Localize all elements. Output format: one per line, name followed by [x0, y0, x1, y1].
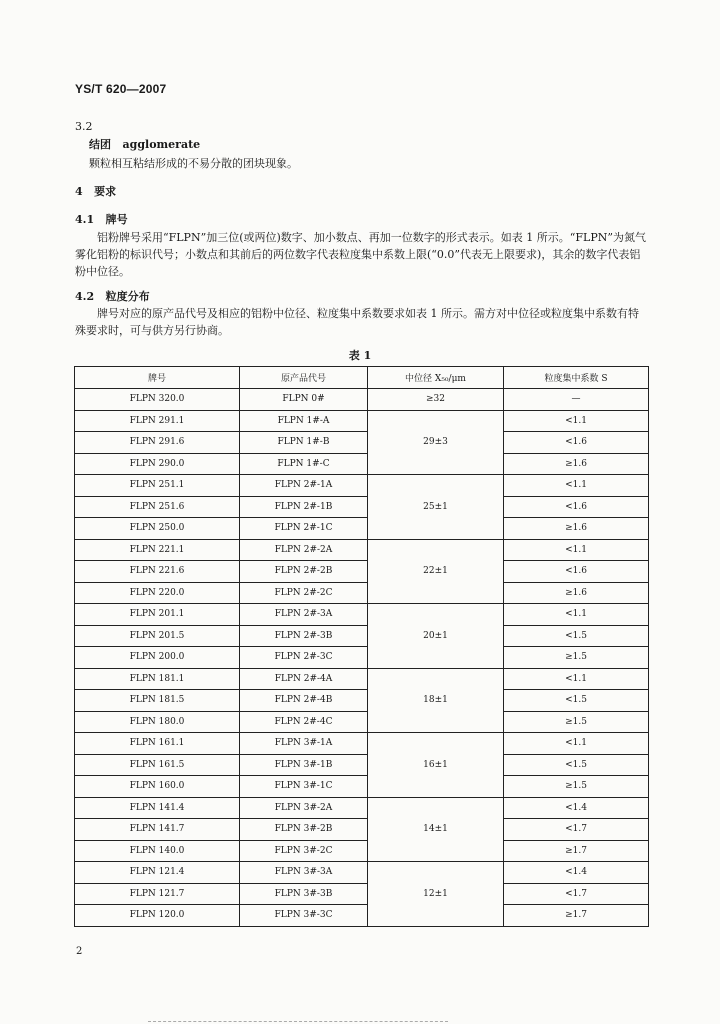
table-caption: 表 1: [348, 349, 372, 362]
coefficient-cell: —: [504, 389, 649, 411]
grade-cell: FLPN 291.1: [75, 410, 240, 432]
coefficient-cell: ≥1.6: [504, 518, 649, 540]
table-1: [74, 366, 649, 927]
original-code-cell: FLPN 1#-A: [240, 410, 368, 432]
table-row: [75, 432, 649, 454]
coefficient-cell: ≥1.7: [504, 840, 649, 862]
original-code-cell: FLPN 3#-1A: [240, 733, 368, 755]
original-code-cell: FLPN 2#-2B: [240, 561, 368, 583]
coefficient-cell: <1.4: [504, 797, 649, 819]
scan-artifact-line: [148, 1021, 448, 1023]
grade-cell: FLPN 220.0: [75, 582, 240, 604]
grade-cell: FLPN 181.5: [75, 690, 240, 712]
grade-cell: FLPN 181.1: [75, 668, 240, 690]
coefficient-cell: <1.1: [504, 539, 649, 561]
table-row: [75, 625, 649, 647]
section-3-2-number: 3.2: [75, 120, 93, 133]
table-row: [75, 604, 649, 626]
section-4-1-paragraph: 铝粉牌号采用“FLPN”加三位(或两位)数字、加小数点、再加一位数字的形式表示。如表 1 所示。“FLPN”为氮气雾化铝粉的标识代号；小数点和其前后的两位数字代表粒度集中系数上限(“0.0”代表无上限要求)，其余的数字代表铝粉中位径。: [75, 231, 646, 278]
grade-cell: FLPN 201.1: [75, 604, 240, 626]
coefficient-cell: <1.1: [504, 668, 649, 690]
original-code-cell: FLPN 2#-3A: [240, 604, 368, 626]
table-row: [75, 582, 649, 604]
grade-cell: FLPN 200.0: [75, 647, 240, 669]
coefficient-cell: <1.6: [504, 496, 649, 518]
header-original-code: 原产品代号: [240, 367, 368, 389]
coefficient-cell: <1.5: [504, 754, 649, 776]
original-code-cell: FLPN 3#-3C: [240, 905, 368, 927]
original-code-cell: FLPN 2#-2A: [240, 539, 368, 561]
original-code-cell: FLPN 2#-1B: [240, 496, 368, 518]
grade-cell: FLPN 201.5: [75, 625, 240, 647]
coefficient-cell: <1.4: [504, 862, 649, 884]
grade-cell: FLPN 291.6: [75, 432, 240, 454]
median-diameter-cell: 18±1: [368, 668, 504, 733]
table-row: [75, 711, 649, 733]
table-row: [75, 496, 649, 518]
median-diameter-cell: 16±1: [368, 733, 504, 798]
original-code-cell: FLPN 3#-1B: [240, 754, 368, 776]
grade-cell: FLPN 251.1: [75, 475, 240, 497]
header-grade: 牌号: [75, 367, 240, 389]
coefficient-cell: <1.7: [504, 883, 649, 905]
original-code-cell: FLPN 2#-1C: [240, 518, 368, 540]
coefficient-cell: <1.5: [504, 690, 649, 712]
coefficient-cell: <1.6: [504, 432, 649, 454]
section-4-1-title: 牌号: [105, 213, 128, 226]
grade-cell: FLPN 251.6: [75, 496, 240, 518]
grade-cell: FLPN 141.4: [75, 797, 240, 819]
section-4-title: 要求: [94, 185, 117, 198]
table-row: [75, 754, 649, 776]
original-code-cell: FLPN 1#-C: [240, 453, 368, 475]
original-code-cell: FLPN 2#-4A: [240, 668, 368, 690]
grade-cell: FLPN 250.0: [75, 518, 240, 540]
median-diameter-cell: 22±1: [368, 539, 504, 604]
table-row: [75, 539, 649, 561]
section-4-1-heading: [75, 213, 128, 226]
table-row: [75, 862, 649, 884]
term-heading: [89, 138, 200, 151]
median-diameter-cell: 12±1: [368, 862, 504, 927]
coefficient-cell: ≥1.7: [504, 905, 649, 927]
term-en: agglomerate: [122, 138, 201, 151]
grade-cell: FLPN 121.4: [75, 862, 240, 884]
grade-cell: FLPN 161.5: [75, 754, 240, 776]
section-4-2-number: 4.2: [75, 290, 95, 303]
median-diameter-cell: 29±3: [368, 410, 504, 475]
median-diameter-cell: ≥32: [368, 389, 504, 411]
table-row: [75, 389, 649, 411]
table-row: [75, 561, 649, 583]
grade-cell: FLPN 221.6: [75, 561, 240, 583]
original-code-cell: FLPN 0#: [240, 389, 368, 411]
term-definition: 颗粒相互粘结形成的不易分散的团块现象。: [89, 157, 298, 170]
section-4-number: 4: [75, 185, 83, 198]
coefficient-cell: ≥1.6: [504, 582, 649, 604]
grade-cell: FLPN 160.0: [75, 776, 240, 798]
original-code-cell: FLPN 3#-2B: [240, 819, 368, 841]
coefficient-cell: ≥1.5: [504, 647, 649, 669]
coefficient-cell: <1.6: [504, 561, 649, 583]
median-diameter-cell: 14±1: [368, 797, 504, 862]
grade-cell: FLPN 141.7: [75, 819, 240, 841]
table-row: [75, 733, 649, 755]
original-code-cell: FLPN 2#-2C: [240, 582, 368, 604]
section-4-2-paragraph: 牌号对应的原产品代号及相应的铝粉中位径、粒度集中系数要求如表 1 所示。需方对中位径或粒度集中系数有特殊要求时，可与供方另行协商。: [75, 307, 639, 337]
table-row: [75, 475, 649, 497]
grade-cell: FLPN 140.0: [75, 840, 240, 862]
grade-cell: FLPN 121.7: [75, 883, 240, 905]
coefficient-cell: ≥1.5: [504, 711, 649, 733]
original-code-cell: FLPN 2#-4B: [240, 690, 368, 712]
original-code-cell: FLPN 1#-B: [240, 432, 368, 454]
table-row: [75, 410, 649, 432]
section-4-1-number: 4.1: [75, 213, 95, 226]
original-code-cell: FLPN 3#-3B: [240, 883, 368, 905]
coefficient-cell: <1.7: [504, 819, 649, 841]
table-row: [75, 840, 649, 862]
original-code-cell: FLPN 2#-4C: [240, 711, 368, 733]
table-row: [75, 690, 649, 712]
original-code-cell: FLPN 3#-2A: [240, 797, 368, 819]
table-row: [75, 453, 649, 475]
page-number: 2: [76, 946, 83, 957]
original-code-cell: FLPN 2#-3B: [240, 625, 368, 647]
coefficient-cell: <1.1: [504, 475, 649, 497]
grade-cell: FLPN 161.1: [75, 733, 240, 755]
original-code-cell: FLPN 2#-1A: [240, 475, 368, 497]
grade-cell: FLPN 290.0: [75, 453, 240, 475]
grade-cell: FLPN 320.0: [75, 389, 240, 411]
grade-cell: FLPN 120.0: [75, 905, 240, 927]
standard-code: YS/T 620—2007: [75, 82, 167, 96]
header-concentration-coefficient: 粒度集中系数 S: [504, 367, 649, 389]
table-row: [75, 668, 649, 690]
header-median-diameter: 中位径 X₅₀/μm: [368, 367, 504, 389]
original-code-cell: FLPN 3#-3A: [240, 862, 368, 884]
table-row: [75, 797, 649, 819]
table-header-row: [75, 367, 649, 389]
table-row: [75, 647, 649, 669]
median-diameter-cell: 20±1: [368, 604, 504, 669]
grade-cell: FLPN 180.0: [75, 711, 240, 733]
section-4-heading: [75, 185, 116, 198]
coefficient-cell: <1.1: [504, 733, 649, 755]
coefficient-cell: <1.1: [504, 410, 649, 432]
coefficient-cell: ≥1.6: [504, 453, 649, 475]
coefficient-cell: <1.5: [504, 625, 649, 647]
table-row: [75, 518, 649, 540]
original-code-cell: FLPN 3#-2C: [240, 840, 368, 862]
section-4-2-title: 粒度分布: [105, 290, 150, 303]
table-row: [75, 819, 649, 841]
coefficient-cell: ≥1.5: [504, 776, 649, 798]
term-zh: 结团: [89, 138, 111, 151]
table-row: [75, 776, 649, 798]
table-row: [75, 905, 649, 927]
section-4-2-heading: [75, 290, 150, 303]
original-code-cell: FLPN 2#-3C: [240, 647, 368, 669]
median-diameter-cell: 25±1: [368, 475, 504, 540]
coefficient-cell: <1.1: [504, 604, 649, 626]
original-code-cell: FLPN 3#-1C: [240, 776, 368, 798]
table-row: [75, 883, 649, 905]
grade-cell: FLPN 221.1: [75, 539, 240, 561]
